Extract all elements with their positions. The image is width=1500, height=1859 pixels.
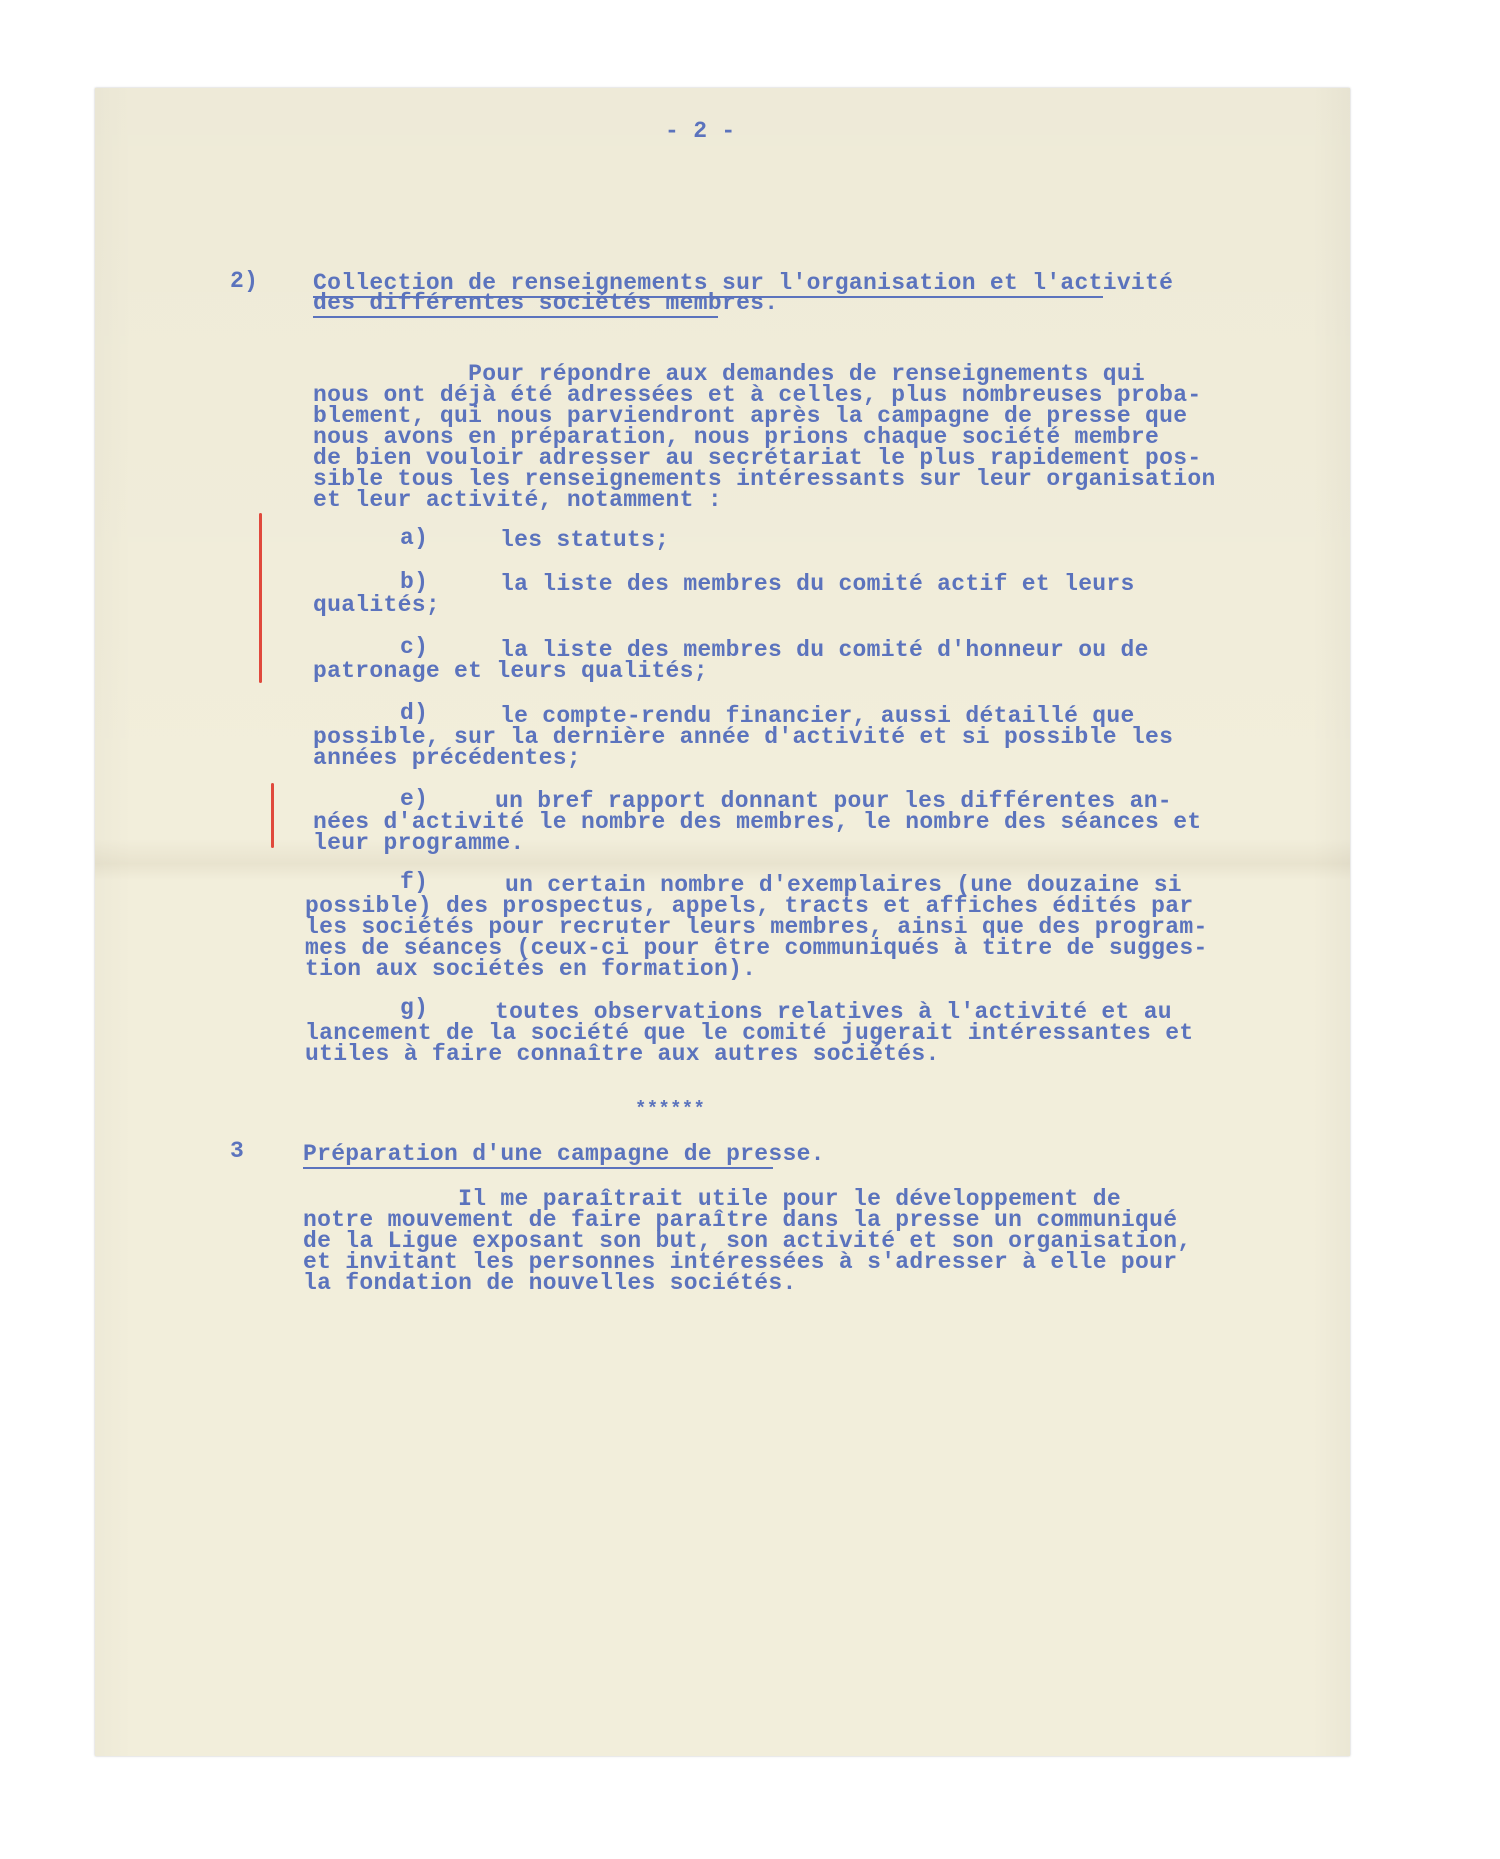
red-margin-mark — [259, 513, 262, 683]
red-margin-mark — [271, 783, 274, 848]
item-a-letter: a) — [400, 525, 429, 551]
item-f-text: un certain nombre d'exemplaires (une douzaine si — [505, 872, 1182, 898]
section-3-line: et invitant les personnes intéressées à s'adresser à elle pour — [303, 1249, 1178, 1275]
page-number: - 2 - — [665, 118, 736, 144]
intro-line: sible tous les renseignements intéressants sur leur organisation — [313, 466, 1216, 492]
item-g-letter: g) — [400, 995, 429, 1021]
section-2-number: 2) — [230, 268, 259, 294]
intro-line: blement, qui nous parviendront après la campagne de presse que — [313, 403, 1188, 429]
item-c-letter: c) — [400, 634, 429, 660]
section-2-title-line1: Collection de renseignements sur l'organisation et l'activité — [313, 270, 1174, 296]
section-3-line: de la Ligue exposant son but, son activité et son organisation, — [303, 1228, 1192, 1254]
item-d-letter: d) — [400, 700, 429, 726]
item-e-text: nées d'activité le nombre des membres, le nombre des séances et — [313, 809, 1202, 835]
item-d-text: le compte-rendu financier, aussi détaillé que — [500, 703, 1135, 729]
section-separator: ****** — [635, 1098, 706, 1120]
section-3-line: notre mouvement de faire paraître dans la presse un communiqué — [303, 1207, 1178, 1233]
intro-line: nous avons en préparation, nous prions chaque société membre — [313, 424, 1160, 450]
section-3-title: Préparation d'une campagne de presse. — [303, 1141, 825, 1167]
item-g-text: lancement de la société que le comité jugerait intéressantes et — [305, 1020, 1194, 1046]
section-2-title-line2: des différentes sociétés membres. — [313, 290, 779, 316]
intro-line: nous ont déjà été adressées et à celles, plus nombreuses proba- — [313, 382, 1202, 408]
item-f-text: possible) des prospectus, appels, tracts et affiches édités par — [305, 893, 1194, 919]
item-f-text: les sociétés pour recruter leurs membres, ainsi que des program- — [305, 914, 1208, 940]
item-f-text: tion aux sociétés en formation). — [305, 956, 757, 982]
item-e-text: leur programme. — [313, 830, 525, 856]
item-d-text: années précédentes; — [313, 745, 581, 771]
item-g-text: toutes observations relatives à l'activité et au — [495, 999, 1172, 1025]
item-e-text: un bref rapport donnant pour les différentes an- — [495, 788, 1172, 814]
item-c-text: la liste des membres du comité d'honneur ou de — [500, 637, 1149, 663]
item-b-letter: b) — [400, 569, 429, 595]
item-f-letter: f) — [400, 869, 429, 895]
intro-line: Pour répondre aux demandes de renseignements qui — [313, 361, 1146, 387]
item-g-text: utiles à faire connaître aux autres sociétés. — [305, 1041, 940, 1067]
intro-line: de bien vouloir adresser au secrétariat le plus rapidement pos- — [313, 445, 1202, 471]
item-b-text: la liste des membres du comité actif et leurs — [500, 571, 1135, 597]
item-b-text: qualités; — [313, 592, 440, 618]
intro-line: et leur activité, notamment : — [313, 487, 722, 513]
section-3-line: la fondation de nouvelles sociétés. — [303, 1270, 797, 1296]
item-c-text: patronage et leurs qualités; — [313, 658, 708, 684]
section-2-title-underline2 — [313, 316, 718, 318]
item-a-text: les statuts; — [500, 527, 670, 553]
item-f-text: mes de séances (ceux-ci pour être communiqués à titre de sugges- — [305, 935, 1208, 961]
section-3-number: 3 — [230, 1138, 245, 1164]
item-d-text: possible, sur la dernière année d'activité et si possible les — [313, 724, 1174, 750]
paper-sheet — [95, 88, 1350, 1756]
section-3-title-underline — [303, 1167, 773, 1169]
section-3-line: Il me paraîtrait utile pour le développement de — [303, 1186, 1121, 1212]
item-e-letter: e) — [400, 786, 429, 812]
